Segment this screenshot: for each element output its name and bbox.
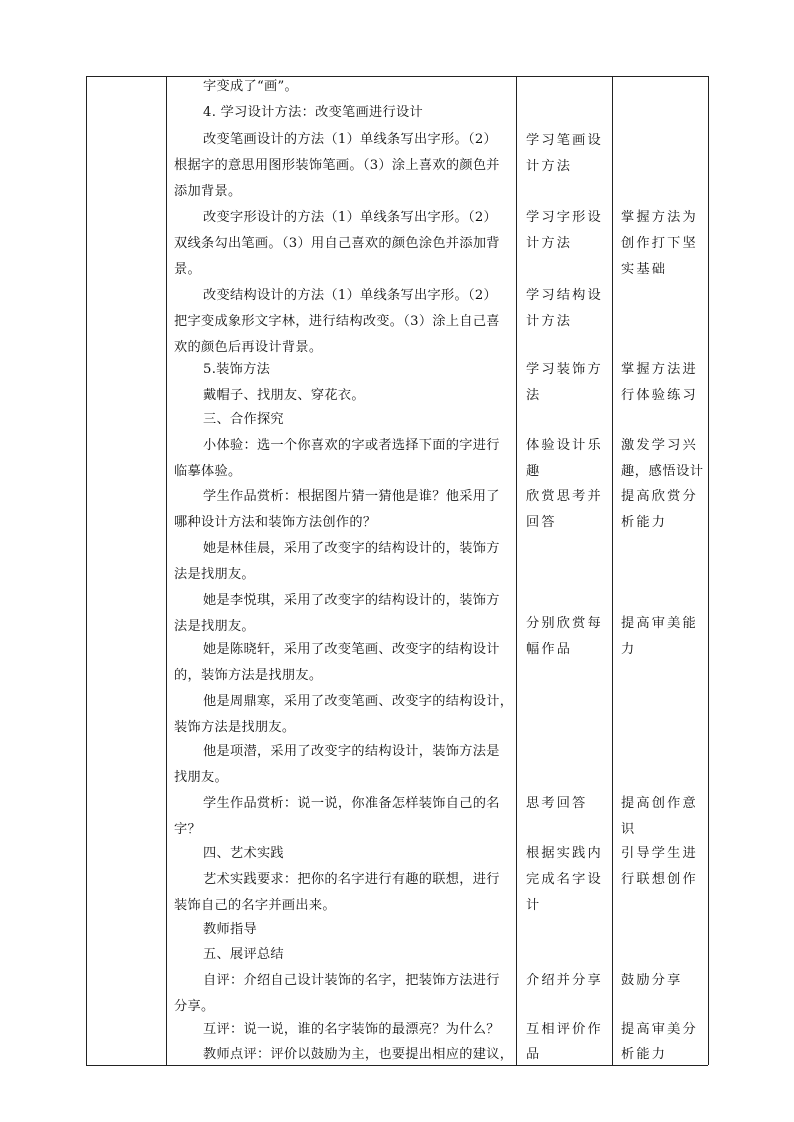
process-line: 他是项潜，采用了改变字的结构设计，装饰方法是 (203, 744, 500, 759)
activity-line: 互相评价作 (526, 1022, 603, 1037)
process-line: 自评：介绍自己设计装饰的名字，把装饰方法进行 (203, 973, 500, 988)
activity-line: 幅作品 (526, 642, 573, 657)
process-line: 她是李悦琪，采用了改变字的结构设计的，装饰方 (203, 593, 500, 608)
process-line: 临摹体验。 (174, 464, 242, 479)
process-line: 五、展评总结 (203, 947, 284, 962)
process-line: 戴帽子、找朋友、穿花衣。 (203, 388, 365, 403)
activity-line: 根据实践内 (526, 846, 603, 861)
process-line: 字变成了“画”。 (203, 79, 299, 94)
process-line: 小体验：选一个你喜欢的字或者选择下面的字进行 (203, 438, 500, 453)
activity-line: 学习结构设 (526, 288, 603, 303)
intent-line: 提高审美能 (621, 616, 698, 631)
process-line: 4. 学习设计方法：改变笔画进行设计 (203, 105, 423, 120)
intent-line: 力 (621, 642, 637, 657)
process-line: 哪种设计方法和装饰方法创作的？ (174, 515, 377, 530)
process-line: 法是找朋友。 (174, 567, 255, 582)
column-divider-3 (612, 76, 613, 1065)
table-left-border (86, 76, 87, 1065)
activity-line: 学习装饰方 (526, 362, 603, 377)
process-line: 学生作品赏析：根据图片猜一猜他是谁？他采用了 (203, 489, 500, 504)
process-line: 四、艺术实践 (203, 846, 284, 861)
activity-line: 趣 (526, 464, 542, 479)
intent-line: 鼓励分享 (621, 973, 683, 988)
intent-line: 识 (621, 822, 637, 837)
activity-line: 回答 (526, 515, 557, 530)
activity-line: 法 (526, 388, 542, 403)
process-line: 5.装饰方法 (203, 362, 271, 377)
process-line: 字？ (174, 822, 201, 837)
process-line: 欢的颜色后再设计背景。 (174, 340, 323, 355)
activity-line: 品 (526, 1047, 542, 1062)
process-line: 教师指导 (203, 922, 257, 937)
activity-line: 完成名字设 (526, 872, 603, 887)
intent-line: 趣，感悟设计 (621, 464, 704, 479)
activity-line: 体验设计乐 (526, 438, 603, 453)
intent-line: 行联想创作 (621, 872, 698, 887)
activity-line: 介绍并分享 (526, 973, 603, 988)
activity-line: 学习字形设 (526, 210, 603, 225)
intent-line: 激发学习兴 (621, 438, 698, 453)
process-line: 分享。 (174, 999, 215, 1014)
activity-line: 思考回答 (526, 796, 588, 811)
column-divider-1 (166, 76, 167, 1065)
activity-line: 计方法 (526, 314, 573, 329)
intent-line: 掌握方法进 (621, 362, 698, 377)
activity-line: 计方法 (526, 236, 573, 251)
intent-line: 提高创作意 (621, 796, 698, 811)
process-line: 改变字形设计的方法（1）单线条写出字形。（2） (203, 210, 498, 225)
process-line: 互评：说一说，谁的名字装饰的最漂亮？为什么？ (203, 1022, 500, 1037)
activity-line: 计方法 (526, 159, 573, 174)
intent-line: 引导学生进 (621, 846, 698, 861)
process-line: 的，装饰方法是找朋友。 (174, 668, 323, 683)
process-line: 他是周鼎寒，采用了改变笔画、改变字的结构设计， (203, 694, 514, 709)
activity-line: 分别欣赏每 (526, 616, 603, 631)
process-line: 她是陈晓轩，采用了改变笔画、改变字的结构设计 (203, 642, 500, 657)
process-line: 把字变成象形文字林，进行结构改变。（3）涂上自己喜 (174, 314, 500, 329)
process-line: 装饰方法是找朋友。 (174, 720, 296, 735)
intent-line: 实基础 (621, 262, 668, 277)
process-line: 教师点评：评价以鼓励为主，也要提出相应的建议， (203, 1047, 514, 1062)
process-line: 改变笔画设计的方法（1）单线条写出字形。（2） (203, 132, 498, 147)
table-top-border (86, 76, 708, 77)
process-line: 三、合作探究 (203, 412, 284, 427)
process-line: 添加背景。 (174, 184, 242, 199)
intent-line: 创作打下坚 (621, 236, 698, 251)
process-line: 根据字的意思用图形装饰笔画。（3）涂上喜欢的颜色并 (174, 158, 500, 173)
activity-line: 学习笔画设 (526, 133, 603, 148)
process-line: 装饰自己的名字并画出来。 (174, 898, 336, 913)
process-line: 改变结构设计的方法（1）单线条写出字形。（2） (203, 288, 498, 303)
process-line: 法是找朋友。 (174, 619, 255, 634)
process-line: 艺术实践要求：把你的名字进行有趣的联想，进行 (203, 872, 500, 887)
intent-line: 掌握方法为 (621, 210, 698, 225)
process-line: 景。 (174, 262, 201, 277)
intent-line: 行体验练习 (621, 388, 698, 403)
intent-line: 析能力 (621, 1047, 668, 1062)
process-line: 双线条勾出笔画。（3）用自己喜欢的颜色涂色并添加背 (174, 236, 500, 251)
activity-line: 计 (526, 898, 542, 913)
process-line: 学生作品赏析：说一说，你准备怎样装饰自己的名 (203, 796, 500, 811)
intent-line: 析能力 (621, 515, 668, 530)
table-right-border (708, 76, 709, 1065)
intent-line: 提高审美分 (621, 1022, 698, 1037)
process-line: 找朋友。 (174, 770, 228, 785)
activity-line: 欣赏思考并 (526, 489, 603, 504)
process-line: 她是林佳晨，采用了改变字的结构设计的，装饰方 (203, 541, 500, 556)
intent-line: 提高欣赏分 (621, 489, 698, 504)
column-divider-2 (516, 76, 517, 1065)
